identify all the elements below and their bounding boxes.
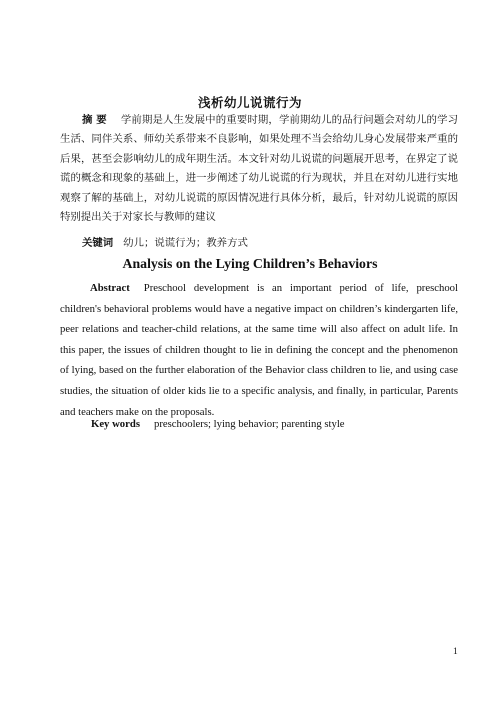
english-abstract xyxy=(60,278,458,422)
chinese-keywords xyxy=(82,235,248,251)
english-title: Analysis on the Lying Children’s Behaviors xyxy=(122,256,378,271)
english-abstract-text: Preschool development is an important period of life, preschool children's behavioral problems would have a negative impact on children’s kindergarten life, peer relations and teacher-child relations, at the same time will also affect on adult life. In this paper, the issues of children thought to lie in defining the concept and the phenomenon of lying, based on the further elaboration of the Behavior class children to lie, and using case studies, the situation of older kids lie to a specific analysis, and finally, in particular, Parents and teachers make on the proposals. xyxy=(60,282,458,418)
chinese-title: 浅析幼儿说谎行为 xyxy=(197,95,302,110)
chinese-abstract xyxy=(60,111,458,227)
chinese-abstract-label: 摘 要 xyxy=(82,114,107,126)
english-keywords-label: Key words xyxy=(91,418,140,430)
english-keywords xyxy=(91,416,345,432)
chinese-abstract-text: 学前期是人生发展中的重要时期，学前期幼儿的品行问题会对幼儿的学习生活、同伴关系、师幼关系带来不良影响，如果处理不当会给幼儿身心发展带来严重的后果，甚至会影响幼儿的成年期生活。本文针对幼儿说谎的问题展开思考，在界定了说谎的概念和现象的基础上，进一步阐述了幼儿说谎的行为现状，并且在对幼儿进行实地观察了解的基础上，对幼儿说谎的原因情况进行具体分析，最后，针对幼儿说谎的原因特别提出关于对家长与教师的建议 xyxy=(60,114,459,224)
page-number: 1 xyxy=(453,647,458,657)
english-abstract-label: Abstract xyxy=(90,282,130,294)
english-keywords-text: preschoolers; lying behavior; parenting style xyxy=(153,418,345,430)
chinese-keywords-label: 关键词 xyxy=(82,237,114,249)
chinese-keywords-text: 幼儿；说谎行为；教养方式 xyxy=(123,237,248,249)
